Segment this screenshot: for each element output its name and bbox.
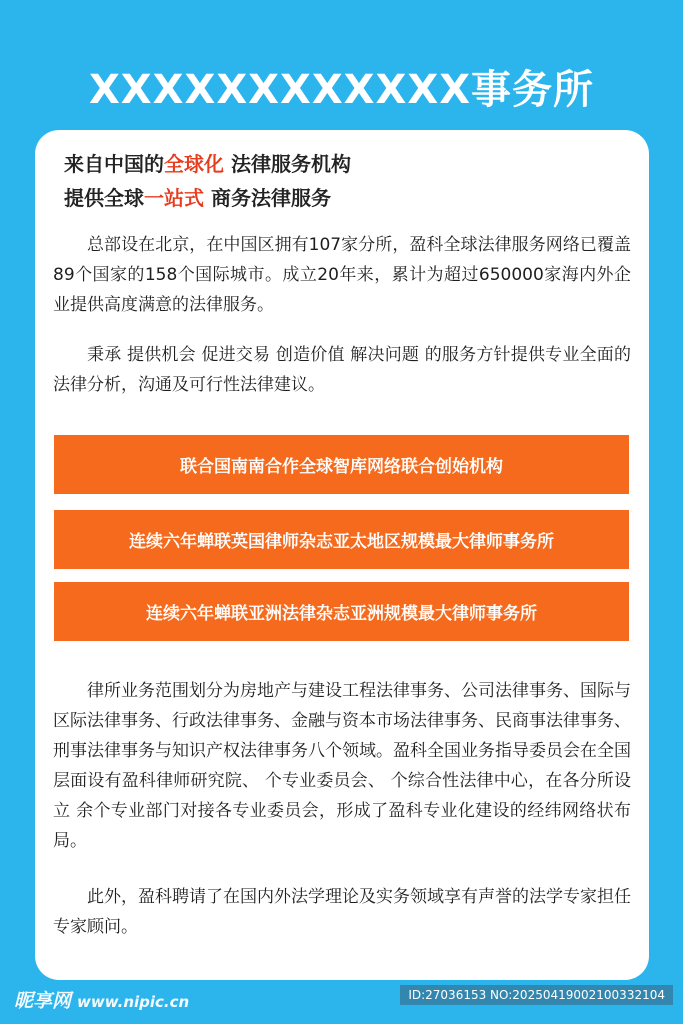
honor-banner-2: 连续六年蝉联英国律师杂志亚太地区规模最大律师事务所	[54, 510, 629, 569]
headline-line-1	[64, 148, 624, 177]
headline-2-post: 商务法律服务	[204, 186, 331, 210]
headline-1-highlight: 全球化	[164, 152, 224, 176]
headline-1-post: 法律服务机构	[224, 152, 351, 176]
intro-paragraph: 总部设在北京，在中国区拥有107家分所，盈科全球法律服务网络已覆盖89个国家的158个国际城市。成立20年来，累计为超过650000家海内外企业提供高度满意的法律服务。	[53, 235, 631, 315]
watermark-logo-text: 昵享网	[14, 990, 72, 1012]
headline-2-highlight: 一站式	[144, 186, 204, 210]
watermark-logo	[14, 986, 189, 1013]
honor-banner-3: 连续六年蝉联亚洲法律杂志亚洲规模最大律师事务所	[54, 582, 629, 641]
expert-advisor-paragraph: 此外，盈科聘请了在国内外法学理论及实务领域享有声誉的法学专家担任专家顾问。	[53, 887, 631, 937]
headline-line-2	[64, 182, 624, 211]
watermark-site: www.nipic.cn	[77, 993, 190, 1011]
honor-banner-1: 联合国南南合作全球智库网络联合创始机构	[54, 435, 629, 494]
page-title: XXXXXXXXXXXX事务所	[88, 67, 595, 113]
headline-2-pre: 提供全球	[64, 186, 144, 210]
service-policy-paragraph: 秉承 提供机会 促进交易 创造价值 解决问题 的服务方针提供专业全面的法律分析，沟通及可行性法律建议。	[53, 345, 631, 395]
watermark-id: ID:27036153 NO:20250419002100332104	[400, 985, 673, 1005]
headline-1-pre: 来自中国的	[64, 152, 164, 176]
business-scope-paragraph: 律所业务范围划分为房地产与建设工程法律事务、公司法律事务、国际与区际法律事务、行政法律事务、金融与资本市场法律事务、民商事法律事务、刑事法律事务与知识产权法律事务八个领域。盈科全国业务指导委员会在全国层面设有盈科律师研究院、 个专业委员会、 个综合性法律中心，在各分所设立 余个专业部门对接各专业委员会，形成了盈科专业化建设的经纬网络状布局。	[53, 681, 631, 851]
